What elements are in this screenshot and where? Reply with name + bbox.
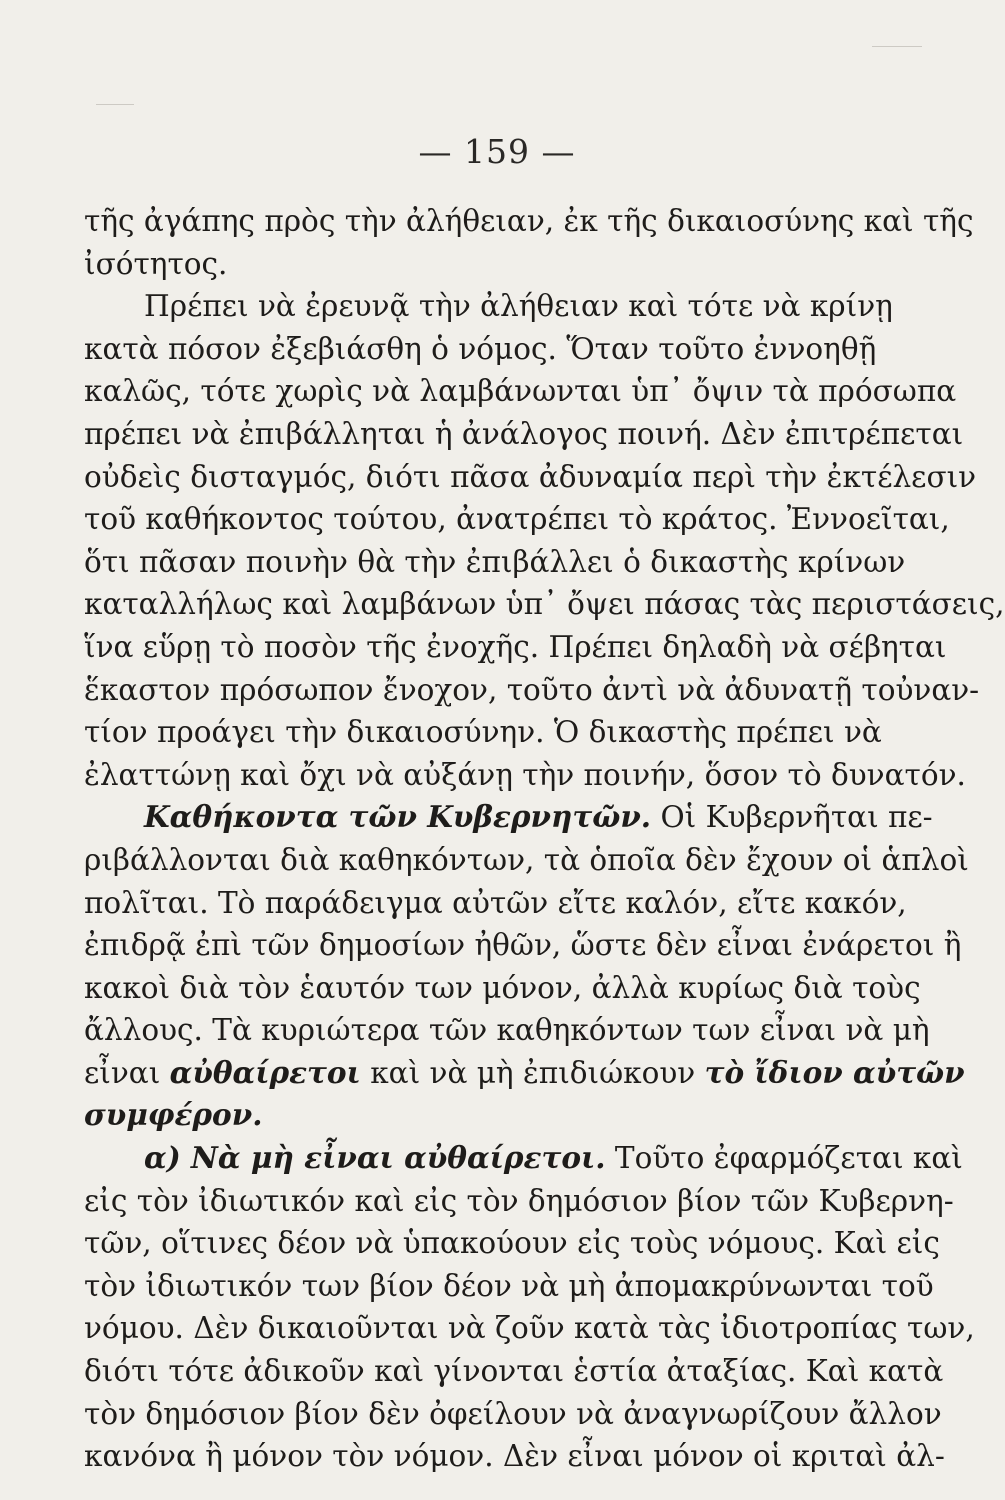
- text-line: πρέπει νὰ ἐπιβάλληται ἡ ἀνάλογος ποινή. Δὲν ἐπιτρέπεται: [84, 416, 964, 451]
- text-line: [84, 1094, 868, 1137]
- text-line: διότι τότε ἀδικοῦν καὶ γίνονται ἑστία ἀταξίας. Καὶ κατὰ: [84, 1354, 944, 1389]
- page-number: — 159 —: [418, 132, 576, 171]
- text-line: καταλλήλως καὶ λαμβάνων ὑπ᾽ ὄψει πάσας τὰς περιστάσεις,: [84, 587, 1005, 622]
- text-line: ὅτι πᾶσαν ποινὴν θὰ τὴν ἐπιβάλλει ὁ δικαστὴς κρίνων: [84, 544, 906, 579]
- emphasis-text: αὐθαίρετοι: [169, 1054, 361, 1090]
- text-line: νόμου. Δὲν δικαιοῦνται νὰ ζοῦν κατὰ τὰς ἰδιοτροπίας των,: [84, 1311, 975, 1346]
- text-line: ἄλλους. Τὰ κυριώτερα τῶν καθηκόντων των εἶναι νὰ μὴ: [84, 1013, 930, 1048]
- text-line: κακοὶ διὰ τὸν ἑαυτόν των μόνον, ἀλλὰ κυρίως διὰ τοὺς: [84, 970, 921, 1005]
- emphasis-text: τὸ ἴδιον αὐτῶν: [704, 1054, 965, 1090]
- text-line: εἶναι αὐθαίρετοι καὶ νὰ μὴ ἐπιδιώκουν τὸ ἴδιον αὐτῶν: [84, 1054, 965, 1090]
- text-line: τῶν, οἵτινες δέον νὰ ὑπακούουν εἰς τοὺς νόμους. Καὶ εἰς: [84, 1226, 940, 1261]
- subsection-heading: α) Νὰ μὴ εἶναι αὐθαίρετοι.: [144, 1140, 606, 1176]
- text-line: οὐδεὶς δισταγμός, διότι πᾶσα ἀδυναμία περὶ τὴν ἐκτέλεσιν: [84, 459, 977, 494]
- text-line: πολῖται. Τὸ παράδειγμα αὐτῶν εἴτε καλόν, εἴτε κακόν,: [84, 885, 907, 920]
- text-line: τοῦ καθήκοντος τούτου, ἀνατρέπει τὸ κράτος. Ἐννοεῖται,: [84, 502, 950, 537]
- text-line: ἐλαττώνῃ καὶ ὄχι νὰ αὐξάνῃ τὴν ποινήν, ὅσον τὸ δυνατόν.: [84, 757, 966, 792]
- text-line: καλῶς, τότε χωρὶς νὰ λαμβάνωνται ὑπ᾽ ὄψιν τὰ πρόσωπα: [84, 374, 957, 409]
- text-line: ἰσότητος.: [84, 246, 228, 281]
- text-line: Πρέπει νὰ ἐρευνᾷ τὴν ἀλήθειαν καὶ τότε νὰ κρίνῃ: [144, 289, 893, 324]
- text-line: τῆς ἀγάπης πρὸς τὴν ἀλήθειαν, ἐκ τῆς δικαιοσύνης καὶ τῆς: [84, 204, 974, 238]
- text-line: ἵνα εὕρῃ τὸ ποσὸν τῆς ἐνοχῆς. Πρέπει δηλαδὴ νὰ σέβηται: [84, 629, 947, 664]
- text-line: Καθήκοντα τῶν Κυβερνητῶν. Οἱ Κυβερνῆται πε-: [144, 799, 933, 835]
- text-line: τὸν δημόσιον βίον δὲν ὀφείλουν νὰ ἀναγνωρίζουν ἄλλον: [84, 1396, 942, 1431]
- text-line: ἐπιδρᾷ ἐπὶ τῶν δημοσίων ἠθῶν, ὥστε δὲν εἶναι ἐνάρετοι ἢ: [84, 928, 962, 963]
- text-line: ἕκαστον πρόσωπον ἔνοχον, τοῦτο ἀντὶ νὰ ἀδυνατῇ τοὐναν-: [84, 672, 980, 707]
- scan-mark: [872, 46, 922, 47]
- emphasis-text: συμφέρον.: [84, 1097, 263, 1133]
- section-heading: Καθήκοντα τῶν Κυβερνητῶν.: [144, 799, 652, 835]
- text-line: κανόνα ἢ μόνον τὸν νόμον. Δὲν εἶναι μόνον οἱ κριταὶ ἀλ-: [84, 1439, 945, 1474]
- body-text: [84, 200, 1005, 1478]
- text-line: κατὰ πόσον ἐξεβιάσθη ὁ νόμος. Ὅταν τοῦτο ἐννοηθῇ: [84, 331, 877, 366]
- text-line: α) Νὰ μὴ εἶναι αὐθαίρετοι. Τοῦτο ἐφαρμόζεται καὶ: [144, 1140, 963, 1176]
- scan-mark: [96, 104, 134, 105]
- text-line: τίον προάγει τὴν δικαιοσύνην. Ὁ δικαστὴς πρέπει νὰ: [84, 715, 882, 750]
- text-line: τὸν ἰδιωτικόν των βίον δέον νὰ μὴ ἀπομακρύνωνται τοῦ: [84, 1268, 934, 1303]
- text-line: εἰς τὸν ἰδιωτικόν καὶ εἰς τὸν δημόσιον βίον τῶν Κυβερνη-: [84, 1183, 954, 1218]
- text-line: ριβάλλονται διὰ καθηκόντων, τὰ ὁποῖα δὲν ἔχουν οἱ ἁπλοὶ: [84, 842, 969, 877]
